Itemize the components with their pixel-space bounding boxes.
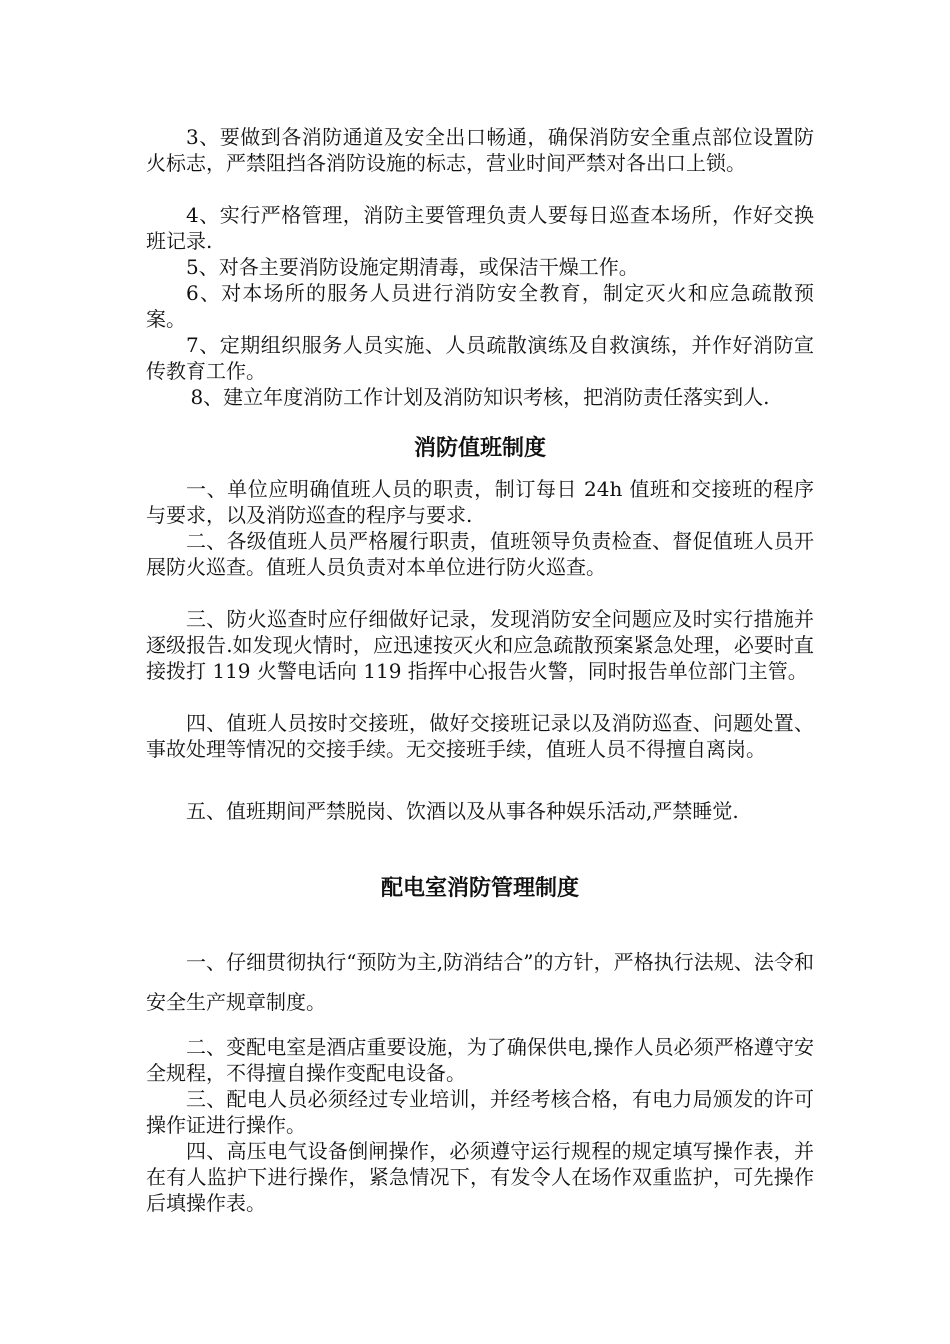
duty-system-title: 消防值班制度	[413, 436, 546, 461]
distribution-rule-2: 二、变配电室是酒店重要设施，为了确保供电,操作人员必须严格遵守安全规程，不得擅自操作变配电设备。	[146, 1035, 814, 1085]
distribution-room-title: 配电室消防管理制度	[380, 876, 579, 901]
fire-rule-item-4: 4、实行严格管理，消防主要管理负责人要每日巡查本场所，作好交换班记录.	[146, 203, 814, 253]
duty-rule-4: 四、值班人员按时交接班，做好交接班记录以及消防巡查、问题处置、事故处理等情况的交接手续。无交接班手续，值班人员不得擅自离岗。	[146, 711, 814, 761]
duty-rule-1: 一、单位应明确值班人员的职责，制订每日 24h 值班和交接班的程序与要求，以及消防巡查的程序与要求.	[146, 477, 814, 527]
fire-rule-item-5: 5、对各主要消防设施定期清毒，或保洁干燥工作。	[186, 255, 639, 279]
duty-rule-3: 三、防火巡查时应仔细做好记录，发现消防安全问题应及时实行措施并逐级报告.如发现火情时，应迅速按灭火和应急疏散预案紧急处理，必要时直接拨打 119 火警电话向 119 指挥中心报告火警，同时报告单位部门主管。	[146, 607, 814, 683]
fire-rule-item-3: 3、要做到各消防通道及安全出口畅通，确保消防安全重点部位设置防火标志，严禁阻挡各消防设施的标志，营业时间严禁对各出口上锁。	[146, 125, 814, 175]
fire-rule-item-7: 7、定期组织服务人员实施、人员疏散演练及自救演练，并作好消防宣传教育工作。	[146, 333, 814, 383]
distribution-rule-4: 四、高压电气设备倒闸操作，必须遵守运行规程的规定填写操作表，并在有人监护下进行操作，紧急情况下，有发令人在场作双重监护，可先操作后填操作表。	[146, 1139, 814, 1215]
duty-rule-2: 二、各级值班人员严格履行职责，值班领导负责检查、督促值班人员开展防火巡查。值班人员负责对本单位进行防火巡查。	[146, 529, 814, 579]
distribution-rule-3: 三、配电人员必须经过专业培训，并经考核合格，有电力局颁发的许可操作证进行操作。	[146, 1087, 814, 1137]
fire-rule-item-8: 8、建立年度消防工作计划及消防知识考核，把消防责任落实到人.	[190, 385, 770, 409]
distribution-rule-1: 一、仔细贯彻执行“预防为主,防消结合”的方针，严格执行法规、法令和安全生产规章制度。	[146, 950, 814, 1014]
duty-rule-5: 五、值班期间严禁脱岗、饮酒以及从事各种娱乐活动,严禁睡觉.	[186, 799, 739, 823]
fire-rule-item-6: 6、对本场所的服务人员进行消防安全教育，制定灭火和应急疏散预案。	[146, 281, 814, 331]
